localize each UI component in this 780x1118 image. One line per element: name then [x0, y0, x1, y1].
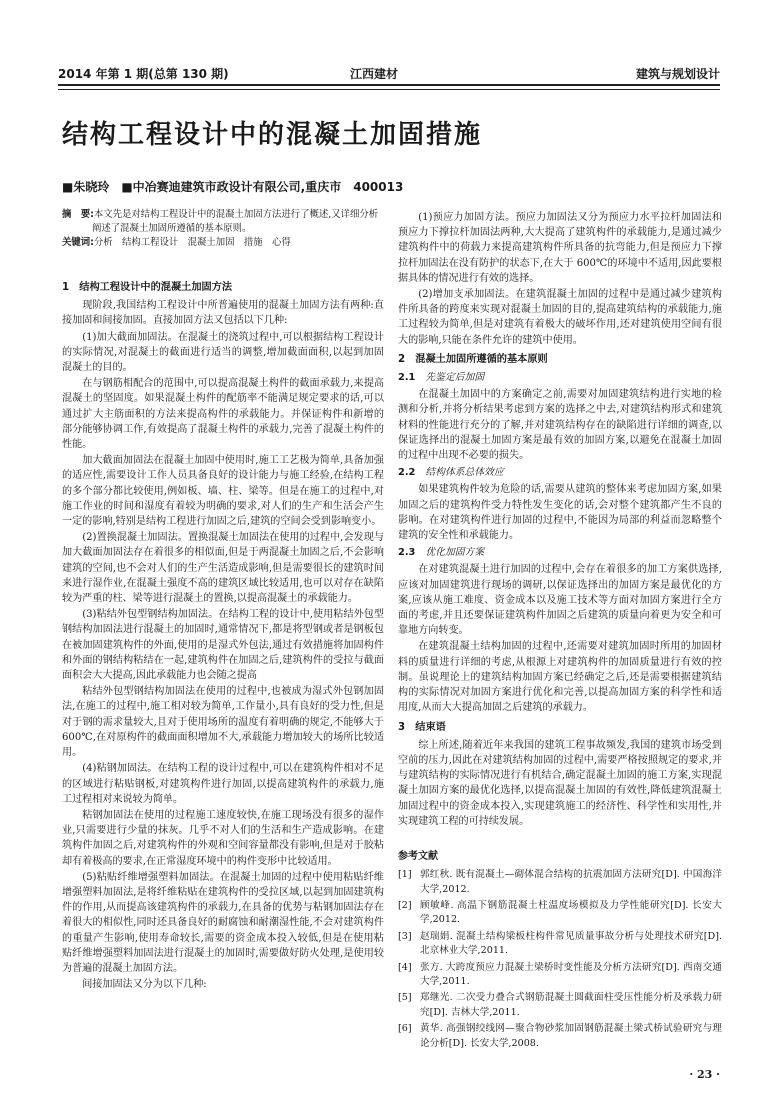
- paragraph: 现阶段,我国结构工程设计中所普遍使用的混凝土加固方法有两种:直接加固和间接加固。直接加固方法又包括以下几种:: [62, 300, 384, 327]
- abstract-text-1: 本文先是对结构工程设计中的混凝土加固方法进行了概述,又详细分析: [93, 209, 379, 220]
- author-affiliation: ■朱晓玲 ■中冶赛迪建筑市政设计有限公司,重庆市 400013: [62, 180, 404, 194]
- section-1-heading: 1 结构工程设计中的混凝土加固方法: [62, 282, 233, 293]
- reference-text: 黄华. 高强钢绞线网—聚合物砂浆加固钢筋混凝土梁式桥试验研究与理论分析[D]. 长安大学,2008.: [420, 1023, 722, 1049]
- reference-item: [398, 899, 722, 928]
- paragraph: 加大截面加固法在混凝土加固中使用时,施工工艺极为简单,具备加强的适应性,需要设计工作人员具备良好的设计能力与施工经验,在结构工程的多个部分都比较使用,例如板、墙、柱、梁等。但是在施工的过程中,对施工作业的时间和湿度有着较为明确的要求,对人们的生产和生活会产生一定的影响,特别是结构工程进行加固之后,建筑的空间会受到影响变小。: [62, 455, 384, 528]
- paragraph: (2)增加支承加固法。在建筑混凝土加固的过程中是通过减少建筑构件所具备的跨度来实现对混凝土加固的目的,提高建筑结构的承载能力,施工过程较为简单,但是对建筑有着极大的破坏作用,还对建筑使用空间有很大的影响,只能在条件允许的建筑中使用。: [398, 289, 722, 346]
- subsection-title: 优化加固方案: [425, 547, 485, 559]
- reference-text: 张方. 大跨度预应力混凝土梁桥时变性能及分析方法研究[D]. 西南交通大学,2011.: [420, 961, 722, 987]
- subsection-2-3: [398, 545, 722, 560]
- reference-number: [5]: [398, 992, 412, 1004]
- reference-list: [398, 868, 722, 1051]
- subsection-2-1: [398, 370, 722, 385]
- reference-number: [6]: [398, 1023, 412, 1035]
- paragraph: 粘钢加固法在使用的过程施工速度较快,在施工现场没有很多的湿作业,只需要进行少量的抹灰。几乎不对人们的生活和生产造成影响。在建筑构件加固之后,对建筑构件的外观和空间容量都没有影响,但是对于胶粘却有着极高的要求,在正常湿度环境中的构件变形中比较适用。: [62, 809, 384, 867]
- reference-text: 郑继光. 二次受力叠合式钢筋混凝土圆截面柱受压性能分析及承载力研究[D]. 吉林大学,2011.: [420, 992, 722, 1018]
- header-rule: [58, 84, 720, 90]
- paragraph: (1)加大截面加固法。在混凝土的浇筑过程中,可以根据结构工程设计的实际情况,对混凝土的截面进行适当的调整,增加截面面积,以起到加固混凝土的目的。: [62, 331, 384, 374]
- left-column: [62, 276, 384, 993]
- paragraph: 间接加固法又分为以下几种:: [82, 979, 207, 991]
- issue-info: 2014 年第 1 期(总第 130 期): [58, 67, 229, 81]
- paragraph: (1)预应力加固方法。预应力加固法又分为预应力水平拉杆加固法和预应力下撑拉杆加固法两种,大大提高了建筑构件的承载能力,是通过减少建筑构件中的荷载力来提高建筑构件所具备的抗弯能力,但是预应力下撑拉杆加固法在没有防护的状态下,在大于 600℃的环境中不适用,因此要根据具体的情况进行有效的选择。: [398, 212, 722, 284]
- subsection-number: 2.1: [398, 372, 416, 384]
- abstract-text-2: 阐述了混凝土加固所遵循的基本原则。: [92, 223, 252, 234]
- paragraph: (4)粘钢加固法。在结构工程的设计过程中,可以在建筑构件相对不足的区域进行粘贴钢板,对建筑构件进行加固,以提高建筑构件的承载力,施工过程相对来说较为简单。: [62, 763, 384, 805]
- subsection-title: 先鉴定后加固: [425, 372, 485, 384]
- abstract-block: [62, 208, 384, 250]
- paragraph: 粘结外包型钢结构加固法在使用的过程中,也被成为湿式外包钢加固法,在施工的过程中,施工相对较为简单,工作量小,具有良好的受力性,但是对于钢的需求量较大,且对于使用场所的温度有着明确的规定,不能够大于 600℃,在对原构件的截面面积增加不大,承载能力增加较大的场所比较适用。: [62, 686, 384, 759]
- reference-number: [4]: [398, 961, 412, 973]
- reference-item: [398, 1022, 722, 1051]
- right-column: [398, 210, 722, 1053]
- subsection-title: 结构体系总体效应: [425, 467, 504, 479]
- abstract-label: 摘 要:: [62, 209, 94, 220]
- reference-item: [398, 930, 722, 959]
- references-heading: 参考文献: [398, 850, 438, 862]
- reference-text: 赵瑞娟. 混凝土结构梁板柱构件常见质量事故分析与处理技术研究[D]. 北京林业大学,2011.: [420, 930, 722, 957]
- keywords-text: 分析 结构工程设计 混凝土加固 措施 心得: [93, 237, 291, 248]
- subsection-number: 2.3: [398, 547, 416, 559]
- reference-item: [398, 961, 722, 990]
- paragraph: (2)置换混凝土加固法。置换混凝土加固法在使用的过程中,会发现与加大截面加固法存在着很多的相似面,但是于两混凝土加固之后,不会影响建筑的空间,也不会对人们的生产生活造成影响,但是需要很长的建筑时间来进行湿作业,在混凝土强度不高的建筑区域比较适用,也可以对存在缺陷较为严重的柱、梁等进行混凝土的置换,以提高混凝土的承载能力。: [62, 532, 384, 605]
- reference-text: 顾敏峰. 高温下钢筋混凝土柱温度场模拟及力学性能研究[D]. 长安大学,2012.: [420, 899, 722, 926]
- article-title: 结构工程设计中的混凝土加固措施: [62, 120, 483, 150]
- keywords-label: 关键词:: [62, 237, 94, 248]
- paragraph: (5)粘贴纤维增强塑料加固法。在混凝土加固的过程中使用粘贴纤维增强塑料加固法,是将纤维粘贴在建筑构件的受拉区域,以起到加固建筑构件的作用,从而提高该建筑构件的承载力,在具备的优势与粘钢加固法存在着很大的相似性,同时还具备良好的耐腐蚀和耐潮湿性能,不会对建筑构件的重量产生影响,使用寿命较长,需要的资金成本投入较低,但是在使用粘贴纤维增强塑料加固法进行混凝土的加固时,需要做好防火处理,是使用较为普遍的混凝土加固方法。: [62, 871, 384, 974]
- section-3-heading: 3 结束语: [398, 721, 446, 733]
- paragraph: 综上所述,随着近年来我国的建筑工程事故频发,我国的建筑市场受到空前的压力,因此在对建筑结构加固的过程中,需要严格按照规定的要求,并与建筑结构的实际情况进行有机结合,确定混凝土加固的施工方案,实现混凝土加固方案的最优化选择,以提高混凝土加固的有效性,降低建筑混凝土加固过程中的资金成本投入,实现建筑施工的经济性、科学性和实用性,并实现建筑工程的可持续发展。: [398, 739, 722, 827]
- page-number: · 23 ·: [689, 1068, 720, 1081]
- paragraph: 在与钢筋相配合的范围中,可以提高混凝土构件的截面承载力,来提高混凝土的坚固度。如果混凝土构件的配筋率不能满足规定要求的话,可以通过扩大主筋面积的方法来提高构件的承载能力。并保证构件和新增的部分能够协调工作,有效提高了混凝土构件的承载力,完善了混凝土构件的性能。: [62, 378, 384, 451]
- section-name: 建筑与规划设计: [635, 67, 720, 81]
- reference-item: [398, 868, 722, 897]
- journal-name: 江西建材: [350, 67, 399, 81]
- paragraph: 如果建筑构件较为危险的话,需要从建筑的整体来考虑加固方案,如果加固之后的建筑构件受力特性发生变化的话,会对整个建筑都产生不良的影响。在对建筑构件进行加固的过程中,不能因为局部的利益而忽略整个建筑的安全性和承载能力。: [398, 484, 722, 542]
- paragraph: 在对建筑混凝土进行加固的过程中,会存在着很多的加工方案供选择,应该对加固建筑进行现场的调研,以保证选择出的加固方案是最优化的方案,应该从施工难度、资金成本以及施工技术等方面对加固方案进行全方面的考虑,并且还要保证建筑构件加固之后建筑的质量向着更为安全和可靠地方向转变。: [398, 564, 722, 637]
- reference-item: [398, 991, 722, 1020]
- reference-number: [2]: [398, 899, 412, 911]
- subsection-2-2: [398, 465, 722, 480]
- reference-text: 郭红秋. 既有混凝土—砌体混合结构的抗震加固方法研究[D]. 中国海洋大学,2012.: [420, 869, 722, 895]
- paragraph: 在建筑混凝土结构加固的过程中,还需要对建筑加固时所用的加固材料的质量进行详细的考虑,从根源上对建筑构件的加固质量进行有效的控制。虽说理论上的建筑结构加固方案已经确定之后,还是需要根据建筑结构的实际情况对加固方案进行优化和完善,以提高加固方案的科学性和适用度,从而大大提高加固之后建筑的承载力。: [398, 641, 722, 714]
- paragraph: (3)粘结外包型钢结构加固法。在结构工程的设计中,使用粘结外包型钢结构加固法进行混凝土的加固时,通常情况下,都是将型钢或者是钢板包在被加固建筑构件的外面,使用的是湿式外包法,通过有效措施将加固构件和外面的钢结构粘结在一起,建筑构件在加固之后,建筑构件的受拉与截面面积会大大提高,因此承载能力也会随之提高: [62, 609, 384, 682]
- reference-number: [1]: [398, 869, 412, 881]
- running-header: [58, 62, 720, 84]
- subsection-number: 2.2: [398, 467, 416, 479]
- paragraph: 在混凝土加固中的方案确定之前,需要对加固建筑结构进行实地的检测和分析,并将分析结果考虑到方案的选择之中去,对建筑结构形式和建筑材料的性能进行充分的了解,并对建筑结构存在的缺陷进行详细的调查,以保证选择出的混凝土加固方案是最有效的加固方案,以避免在混凝土加固的过程中出现不必要的损失。: [398, 389, 722, 462]
- reference-number: [3]: [398, 930, 412, 942]
- section-2-heading: 2 混凝土加固所遵循的基本原则: [398, 353, 548, 365]
